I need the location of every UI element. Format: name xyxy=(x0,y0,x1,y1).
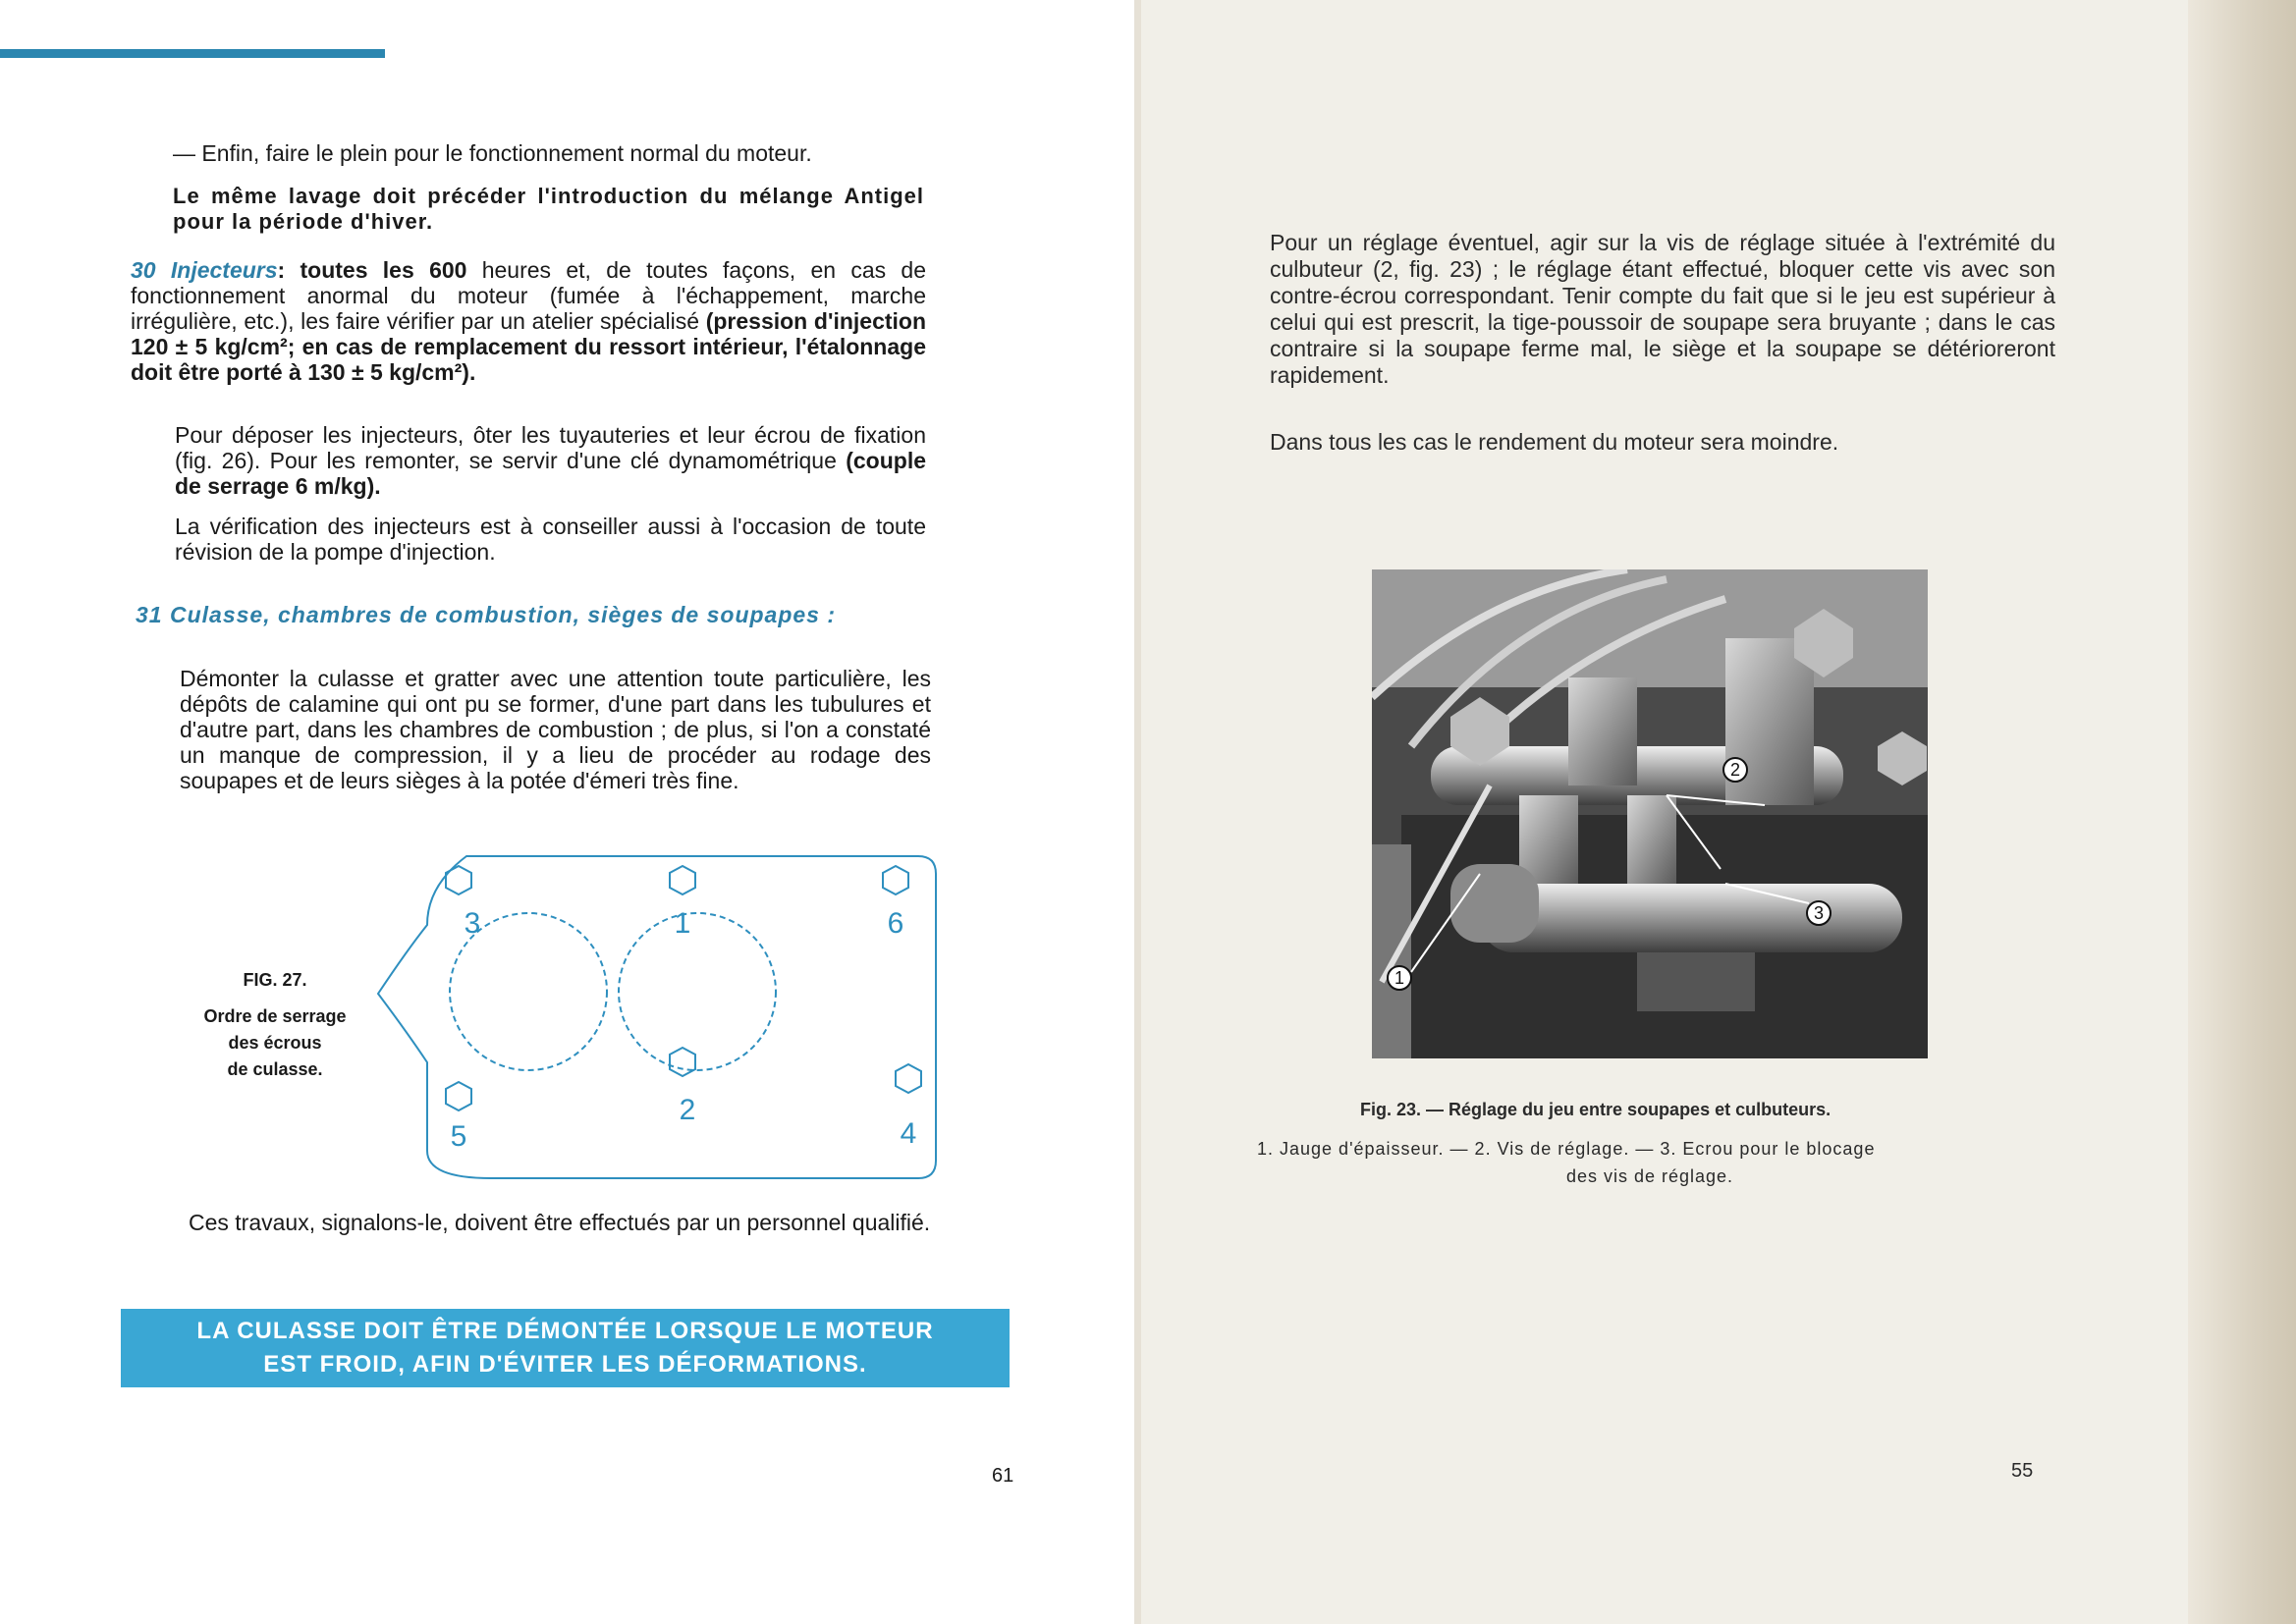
section-30-title: Injecteurs xyxy=(170,257,278,283)
fig-27-caption-line-3: de culasse. xyxy=(227,1059,323,1079)
accent-bar xyxy=(0,49,385,58)
fig-23-legend-line-1: 1. Jauge d'épaisseur. — 2. Vis de réglage. — 3. Ecrou pour le blocage xyxy=(1257,1139,1876,1159)
engine-illustration xyxy=(1372,569,1928,1058)
callout-2: 2 xyxy=(1729,760,1741,780)
section-30-pressure: (pression d'injection 120 ± 5 kg/cm²; en cas de remplacement du ressort intérieur, l'étalonnage doit être porté à 130 ± 5 kg/cm²). xyxy=(131,308,927,385)
section-31-number: 31 xyxy=(136,602,163,627)
intro-line: — Enfin, faire le plein pour le fonctionnement normal du moteur. xyxy=(173,140,812,166)
section-30-text-a: : toutes les xyxy=(277,257,430,283)
warning-line-2: EST FROID, AFIN D'ÉVITER LES DÉFORMATIONS. xyxy=(263,1351,867,1378)
bolt-5-number: 5 xyxy=(450,1120,467,1153)
section-31-title: Culasse, chambres de combustion, sièges de soupapes : xyxy=(169,602,837,627)
right-paragraph-1: Pour un réglage éventuel, agir sur la vis de réglage située à l'extrémité du culbuteur (2, fig. 23) ; le réglage étant effectué, bloquer cette vis avec son contre-écrou correspondant. Tenir compte du fait que si le jeu est supérieur à celui qui est prescrit, la tige-poussoir de soupape sera bruyante ; dans le cas contraire si la soupape ferme mal, le siège et la soupape se détérioreront rapidement. xyxy=(1270,230,2055,388)
bolt-4-icon xyxy=(896,1064,921,1093)
fig-23-legend-line-2: des vis de réglage. xyxy=(1565,1166,1734,1186)
section-30-number: 30 xyxy=(131,257,156,283)
fig-27-label: FIG. 27. xyxy=(243,970,307,990)
bolt-6-icon xyxy=(883,866,908,894)
section-31-paragraph: Démonter la culasse et gratter avec une attention toute particulière, les dépôts de calamine qui ont pu se former, d'une part dans les tubulures et d'autre part, dans les chambres de combustion ; de plus, si l'on a constaté un manque de compression, il y a lieu de procéder au rodage des soupapes et de leurs sièges à la potée d'émeri très fine. xyxy=(180,666,931,793)
combustion-chamber-right xyxy=(619,913,776,1070)
left-page xyxy=(0,0,1139,1624)
right-page-number: 55 xyxy=(2011,1460,2034,1482)
bolt-4-number: 4 xyxy=(900,1117,917,1150)
lavage-note: Le même lavage doit précéder l'introduction du mélange Antigel pour la période d'hiver. xyxy=(173,184,924,234)
bolt-1-icon xyxy=(670,866,695,894)
fig-27-diagram xyxy=(368,846,948,1190)
bolt-3-icon xyxy=(446,866,471,894)
section-30-paragraph-3: La vérification des injecteurs est à conseiller aussi à l'occasion de toute révision de la pompe d'injection. xyxy=(175,514,926,565)
callout-3: 3 xyxy=(1813,903,1825,923)
bolt-6-number: 6 xyxy=(887,907,904,940)
bolt-3-number: 3 xyxy=(464,907,481,940)
bolt-2-icon xyxy=(670,1048,695,1076)
section-30-hours: 600 xyxy=(429,257,467,283)
bolt-2-number: 2 xyxy=(679,1094,696,1126)
bolt-5-icon xyxy=(446,1082,471,1110)
warning-line-1: LA CULASSE DOIT ÊTRE DÉMONTÉE LORSQUE LE MOTEUR xyxy=(196,1318,934,1344)
fig-23-photo xyxy=(1372,569,1928,1058)
warning-banner xyxy=(121,1309,1010,1387)
section-30-p2-text: Pour déposer les injecteurs, ôter les tuyauteries et leur écrou de fixation (fig. 26). Pour les remonter, se servir d'une clé dynamométrique xyxy=(175,422,926,473)
closing-paragraph: Ces travaux, signalons-le, doivent être effectués par un personnel qualifié. xyxy=(189,1210,931,1235)
section-30-text-b: heures et, de toutes façons, en cas de fonctionnement anormal du moteur (fumée à l'échappement, marche irrégulière, etc.), les faire vérifier par un atelier spécialisé xyxy=(131,257,927,334)
fig-23-caption: Fig. 23. — Réglage du jeu entre soupapes et culbuteurs. xyxy=(1360,1100,1831,1119)
callout-1: 1 xyxy=(1394,968,1405,988)
fig-27-caption xyxy=(177,967,373,1083)
section-30-paragraph-1 xyxy=(131,257,926,385)
section-30-p2-torque: (couple de serrage 6 m/kg). xyxy=(175,448,926,499)
section-30-paragraph-2 xyxy=(175,422,926,499)
left-page-number: 61 xyxy=(992,1465,1014,1487)
fig-27-caption-line-1: Ordre de serrage xyxy=(203,1006,347,1026)
right-paragraph-2: Dans tous les cas le rendement du moteur sera moindre. xyxy=(1270,429,1839,455)
fig-27-caption-line-2: des écrous xyxy=(228,1033,322,1053)
page-edge xyxy=(2188,0,2296,1624)
bolt-1-number: 1 xyxy=(674,907,691,940)
section-31-heading xyxy=(136,602,941,627)
